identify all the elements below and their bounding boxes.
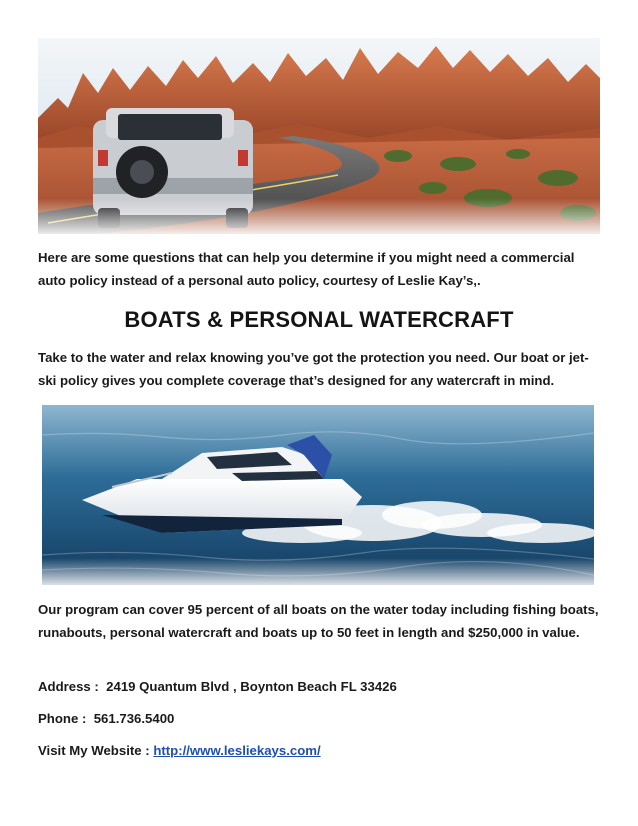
address-value: 2419 Quantum Blvd , Boynton Beach FL 33426 <box>106 679 397 694</box>
address-label: Address : <box>38 679 99 694</box>
desert-road-suv-photo <box>38 38 600 234</box>
section-heading: BOATS & PERSONAL WATERCRAFT <box>124 307 514 332</box>
intro-paragraph: Here are some questions that can help you determine if you might need a commercial auto policy instead of a personal auto policy, courtesy of Leslie Kay’s,. <box>38 250 575 288</box>
phone-value: 561.736.5400 <box>93 711 175 726</box>
website-line <box>38 741 604 761</box>
address-line <box>38 677 604 697</box>
website-label: Visit My Website : <box>38 743 150 758</box>
motorboat-on-water-photo <box>42 405 594 585</box>
phone-label: Phone : <box>38 711 87 726</box>
boat-coverage-paragraph: Take to the water and relax knowing you’ve got the protection you need. Our boat or jet-ski policy gives you complete coverage that’s designed for any watercraft in mind. <box>38 350 589 388</box>
phone-line <box>38 709 604 729</box>
program-paragraph: Our program can cover 95 percent of all boats on the water today including fishing boats, runabouts, personal watercraft and boats up to 50 feet in length and $250,000 in value. <box>38 602 599 640</box>
website-link[interactable]: http://www.lesliekays.com/ <box>153 743 321 758</box>
